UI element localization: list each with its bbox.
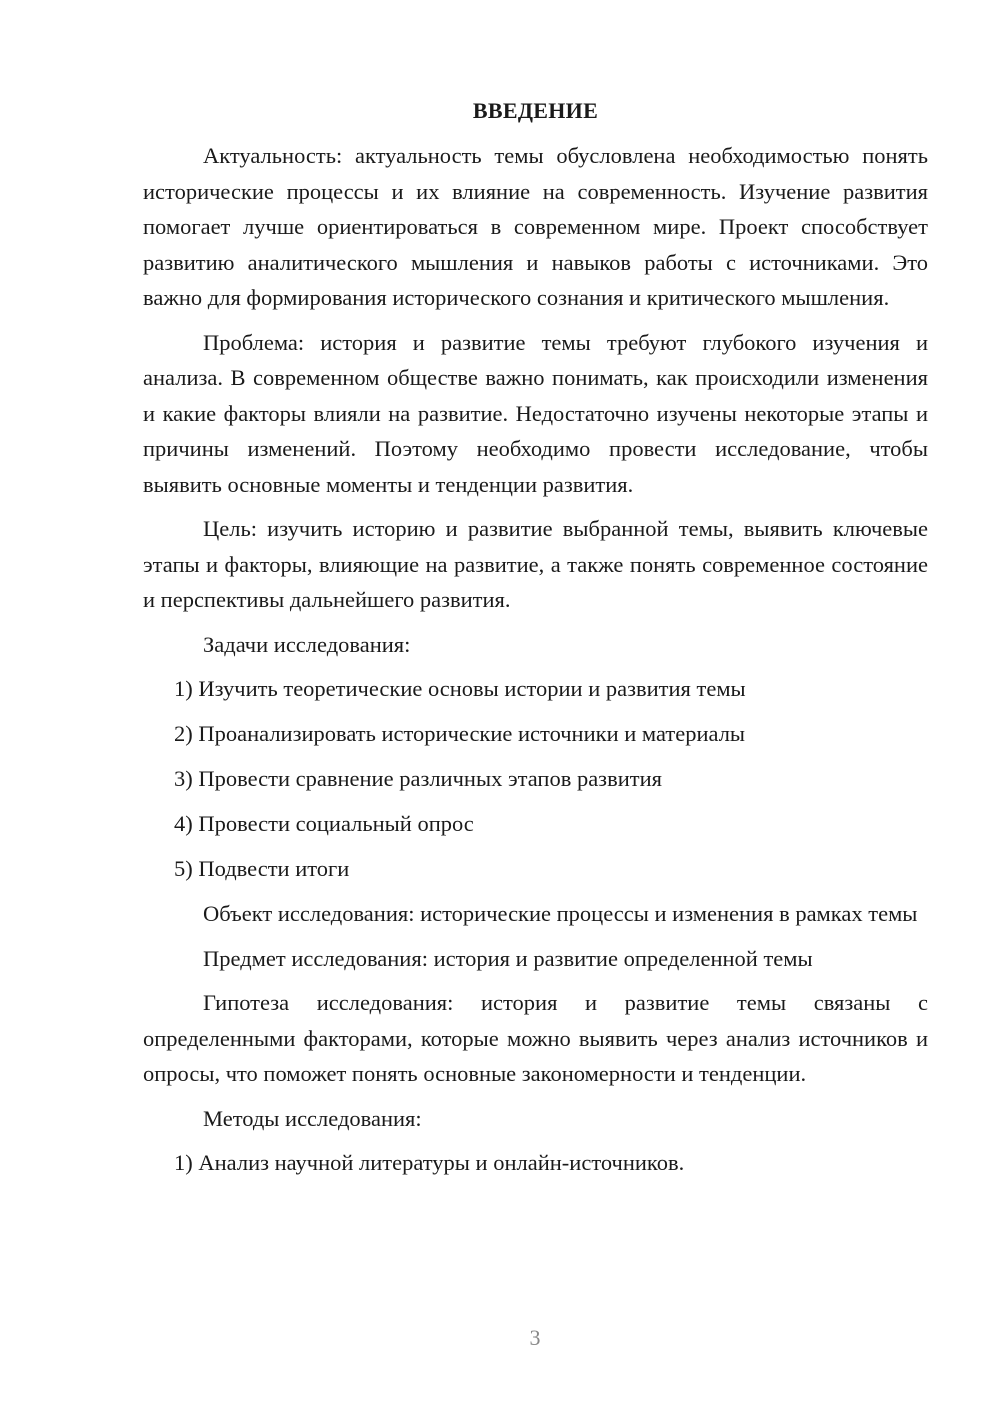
document-page bbox=[143, 96, 928, 1190]
goal-paragraph: Цель: изучить историю и развитие выбранной темы, выявить ключевые этапы и факторы, влияющие на развитие, а также понять современное состояние и перспективы дальнейшего развития. bbox=[143, 516, 928, 612]
object-paragraph: Объект исследования: исторические процессы и изменения в рамках темы bbox=[203, 901, 918, 926]
methods-heading: Методы исследования: bbox=[203, 1105, 422, 1131]
list-item: 4) Провести социальный опрос bbox=[174, 811, 474, 836]
tasks-list bbox=[143, 671, 928, 887]
problem-paragraph: Проблема: история и развитие темы требуют глубокого изучения и анализа. В современном обществе важно понимать, как происходили изменения и какие факторы влияли на развитие. Недостаточно изучены некоторые этапы и причины изменений. Поэтому необходимо провести исследование, чтобы выявить основные моменты и тенденции развития. bbox=[143, 329, 928, 497]
list-item: 5) Подвести итоги bbox=[174, 856, 350, 881]
list-item: 2) Проанализировать исторические источники и материалы bbox=[174, 721, 746, 746]
relevance-paragraph: Актуальность: актуальность темы обусловлена необходимостью понять исторические процессы и их влияние на современность. Изучение развития помогает лучше ориентироваться в современном мире. Проект способствует развитию аналитического мышления и навыков работы с источниками. Это важно для формирования исторического сознания и критического мышления. bbox=[143, 143, 928, 310]
page-number: 3 bbox=[529, 1325, 541, 1350]
subject-paragraph: Предмет исследования: история и развитие определенной темы bbox=[203, 945, 813, 971]
hypothesis-paragraph: Гипотеза исследования: история и развитие темы связаны с определенными факторами, которые можно выявить через анализ источников и опросы, что поможет понять основные закономерности и тенденции. bbox=[143, 990, 928, 1086]
list-item: 1) Изучить теоретические основы истории и развития темы bbox=[174, 676, 746, 701]
list-item: 1) Анализ научной литературы и онлайн-источников. bbox=[174, 1150, 685, 1175]
list-item: 3) Провести сравнение различных этапов развития bbox=[174, 766, 662, 791]
document-title: ВВЕДЕНИЕ bbox=[472, 98, 599, 123]
tasks-heading: Задачи исследования: bbox=[203, 631, 411, 657]
methods-list bbox=[143, 1145, 928, 1181]
